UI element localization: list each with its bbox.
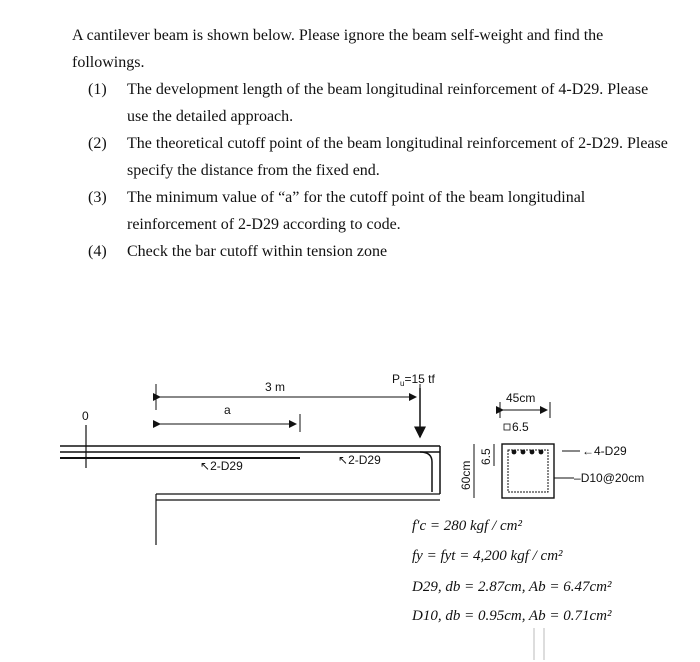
question-text: Check the bar cutoff within tension zone xyxy=(127,243,388,260)
question-text: The development length of the beam longitudinal reinforcement of 4-D29. Please use the detailed approach. xyxy=(127,81,649,125)
question-number: (1) xyxy=(88,81,107,98)
bar-label-left: ↖2-D29 xyxy=(200,459,243,473)
equation-fy: fy = fyt = 4,200 kgf / cm² xyxy=(412,548,563,564)
bar-hook xyxy=(420,452,432,492)
section-width-label: 45cm xyxy=(506,391,536,405)
question-number: (4) xyxy=(88,243,107,260)
cover-label: 6.5 xyxy=(512,420,529,434)
top-bars-label: ←4-D29 xyxy=(582,444,627,458)
cover-marker xyxy=(504,424,510,430)
bar-label-right: ↖2-D29 xyxy=(338,453,381,467)
question-text: The theoretical cutoff point of the beam longitudinal reinforcement of 2-D29. Please specify the distance from the fixed end. xyxy=(127,135,668,179)
section-height-label: 60cm xyxy=(459,460,473,490)
side-cover-label: 6.5 xyxy=(479,448,493,465)
question-text: The minimum value of “a” for the cutoff point of the beam longitudinal reinforcement of 2-D29 according to code. xyxy=(127,189,586,233)
problem-intro: A cantilever beam is shown below. Please ignore the beam self-weight and find the followings. xyxy=(72,27,604,71)
question-number: (2) xyxy=(88,135,107,152)
support-label: 0 xyxy=(82,409,89,423)
rebar-dot xyxy=(512,450,517,455)
equation-fc: f′c = 280 kgf / cm² xyxy=(412,518,522,534)
equation-d29: D29, db = 2.87cm, Ab = 6.47cm² xyxy=(412,579,612,595)
section-outline xyxy=(502,444,554,498)
stirrup xyxy=(508,450,548,492)
stirrup-label: –D10@20cm xyxy=(574,471,645,485)
rebar-dot xyxy=(530,450,535,455)
rebar-dot xyxy=(521,450,526,455)
span-label: 3 m xyxy=(265,380,286,394)
rebar-dot xyxy=(539,450,544,455)
a-label: a xyxy=(224,403,231,417)
question-number: (3) xyxy=(88,189,107,206)
load-label: $P_u=15$ tf xyxy=(392,372,435,388)
equation-d10: D10, db = 0.95cm, Ab = 0.71cm² xyxy=(412,608,612,624)
